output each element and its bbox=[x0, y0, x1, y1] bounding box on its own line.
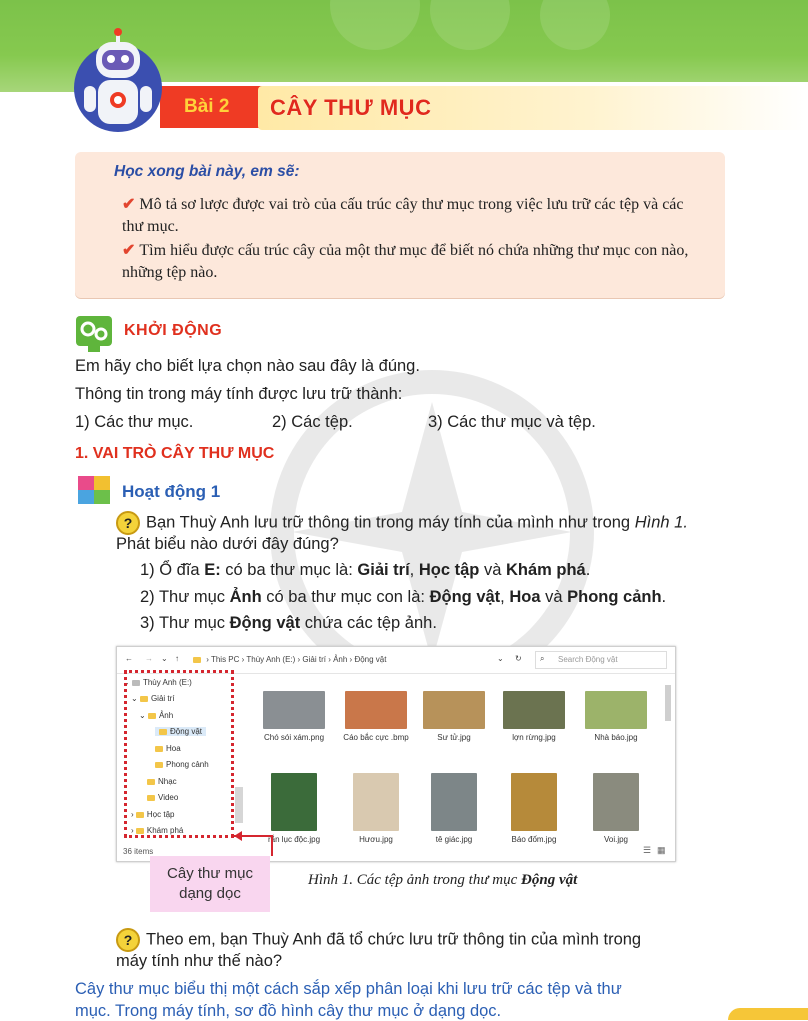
file-thumbnail[interactable] bbox=[345, 691, 407, 729]
file-name[interactable]: Chó sói xám.png bbox=[263, 733, 325, 742]
checkmark-icon: ✔ bbox=[122, 242, 136, 259]
file-name[interactable]: Báo đốm.jpg bbox=[511, 835, 557, 844]
option-1: 1) Các thư mục. bbox=[75, 413, 194, 431]
objective-item: ✔ Tìm hiểu được cấu trúc cây của một thư mục để biết nó chứa những thư mục con nào, những tệp nào. bbox=[122, 242, 689, 281]
tree-item[interactable]: › Khám phá bbox=[131, 826, 184, 835]
file-name[interactable]: Voi.jpg bbox=[603, 835, 629, 844]
intro-prompt: Thông tin trong máy tính được lưu trữ thành: bbox=[75, 385, 403, 403]
breadcrumb-item[interactable]: This PC bbox=[210, 655, 240, 664]
tree-item[interactable]: Video bbox=[147, 793, 178, 802]
file-thumbnail[interactable] bbox=[423, 691, 485, 729]
tree-item-selected[interactable]: Động vật bbox=[155, 727, 206, 736]
answer-text-cont: mục. Trong máy tính, sơ đồ hình cây thư mục ở dạng dọc. bbox=[75, 1002, 502, 1020]
tree-item[interactable]: ⌄ Giải trí bbox=[131, 694, 175, 703]
breadcrumb-item[interactable]: Động vật bbox=[354, 655, 387, 664]
search-icon: ⌕ bbox=[540, 654, 545, 663]
file-thumbnail[interactable] bbox=[271, 773, 317, 831]
activity-heading: Hoạt động 1 bbox=[122, 482, 221, 501]
breadcrumb-item[interactable]: Thùy Anh (E:) bbox=[246, 655, 296, 664]
details-view-icon[interactable]: ☰ bbox=[643, 845, 652, 855]
file-name[interactable]: rắn lục độc.jpg bbox=[267, 835, 321, 844]
file-name[interactable]: lợn rừng.jpg bbox=[512, 733, 556, 742]
file-thumbnail[interactable] bbox=[263, 691, 325, 729]
statement-2: 2) Thư mục Ảnh có ba thư mục con là: Động vật, Hoa và Phong cảnh. bbox=[140, 588, 667, 606]
tree-item[interactable]: Hoa bbox=[155, 744, 181, 753]
section-heading-1: 1. VAI TRÒ CÂY THƯ MỤC bbox=[75, 445, 275, 462]
breadcrumb: › This PC › Thùy Anh (E:) › Giải trí › Ảnh › Động vật bbox=[193, 655, 386, 664]
dropdown-chevron-icon[interactable]: ⌄ bbox=[497, 654, 504, 663]
file-name[interactable]: Cáo bắc cực .bmp bbox=[343, 733, 409, 742]
statement-1: 1) Ổ đĩa E: có ba thư mục là: Giải trí, Học tập và Khám phá. bbox=[140, 561, 591, 579]
refresh-icon[interactable]: ↻ bbox=[515, 654, 522, 663]
content-scrollbar[interactable] bbox=[665, 685, 671, 721]
file-thumbnail[interactable] bbox=[585, 691, 647, 729]
page-corner-tab bbox=[728, 1008, 808, 1020]
figure-caption: Hình 1. Các tệp ảnh trong thư mục Động vật bbox=[308, 872, 578, 888]
nav-scrollbar[interactable] bbox=[235, 787, 243, 823]
file-thumbnail[interactable] bbox=[511, 773, 557, 831]
breadcrumb-item[interactable]: Giải trí bbox=[302, 655, 326, 664]
breadcrumb-item[interactable]: Ảnh bbox=[333, 655, 348, 664]
file-thumbnail[interactable] bbox=[431, 773, 477, 831]
question-mark-icon: ? bbox=[116, 511, 140, 535]
tree-item[interactable]: › Học tập bbox=[131, 810, 175, 819]
search-input[interactable]: ⌕ Search Động vật bbox=[535, 651, 667, 669]
tree-highlight-box bbox=[124, 670, 234, 838]
option-3: 3) Các thư mục và tệp. bbox=[428, 413, 596, 431]
lesson-title: CÂY THƯ MỤC bbox=[270, 95, 432, 120]
tree-item[interactable]: ⌄ Ảnh bbox=[139, 711, 174, 720]
tree-callout-label: Cây thư mục dạng dọc bbox=[150, 856, 270, 912]
callout-arrow-icon bbox=[228, 828, 278, 858]
file-thumbnail[interactable] bbox=[593, 773, 639, 831]
question-1: ? Bạn Thuỳ Anh lưu trữ thông tin trong máy tính của mình như trong Hình 1. bbox=[116, 511, 688, 535]
file-name[interactable]: Hươu.jpg bbox=[359, 835, 393, 844]
section-heading-khoi-dong: KHỞI ĐỘNG bbox=[124, 322, 223, 339]
file-thumbnail[interactable] bbox=[353, 773, 399, 831]
back-arrow-icon[interactable]: ← bbox=[125, 654, 133, 663]
lesson-number: Bài 2 bbox=[184, 96, 230, 117]
file-thumbnail[interactable] bbox=[503, 691, 565, 729]
objective-item: ✔ Mô tả sơ lược được vai trò của cấu trúc cây thư mục trong việc lưu trữ các tệp và các thư mục. bbox=[122, 196, 684, 235]
item-count: 36 items bbox=[123, 847, 154, 856]
answer-text: Cây thư mục biểu thị một cách sắp xếp phân loại khi lưu trữ các tệp và thư bbox=[75, 980, 622, 998]
statement-3: 3) Thư mục Động vật chứa các tệp ảnh. bbox=[140, 614, 437, 632]
file-name[interactable]: Sư tử.jpg bbox=[437, 733, 471, 742]
intro-question: Em hãy cho biết lựa chọn nào sau đây là đúng. bbox=[75, 357, 420, 375]
up-arrow-icon[interactable]: ↑ bbox=[175, 654, 179, 663]
file-name[interactable]: Nhà báo.jpg bbox=[594, 733, 638, 742]
puzzle-icon bbox=[74, 470, 116, 506]
forward-arrow-icon[interactable]: → bbox=[145, 654, 153, 663]
gears-monitor-icon bbox=[76, 316, 112, 346]
tree-item[interactable]: Nhạc bbox=[147, 777, 177, 786]
option-2: 2) Các tệp. bbox=[272, 413, 353, 431]
file-name[interactable]: tê giác.jpg bbox=[435, 835, 473, 844]
question-2: ? Theo em, bạn Thuỳ Anh đã tổ chức lưu trữ thông tin của mình trong bbox=[116, 928, 641, 952]
tree-item[interactable]: ⌄ Thùy Anh (E:) bbox=[123, 678, 192, 687]
question-mark-icon: ? bbox=[116, 928, 140, 952]
checkmark-icon: ✔ bbox=[122, 196, 136, 213]
down-chevron-icon[interactable]: ⌄ bbox=[161, 654, 168, 663]
robot-mascot-icon bbox=[72, 28, 164, 138]
folder-icon bbox=[193, 657, 201, 663]
question-1-cont: Phát biểu nào dưới đây đúng? bbox=[116, 535, 339, 553]
objectives-heading: Học xong bài này, em sẽ: bbox=[114, 163, 300, 180]
question-2-cont: máy tính như thế nào? bbox=[116, 952, 283, 970]
tiles-view-icon[interactable]: ▦ bbox=[657, 845, 666, 855]
tree-item[interactable]: Phong cảnh bbox=[155, 760, 209, 769]
